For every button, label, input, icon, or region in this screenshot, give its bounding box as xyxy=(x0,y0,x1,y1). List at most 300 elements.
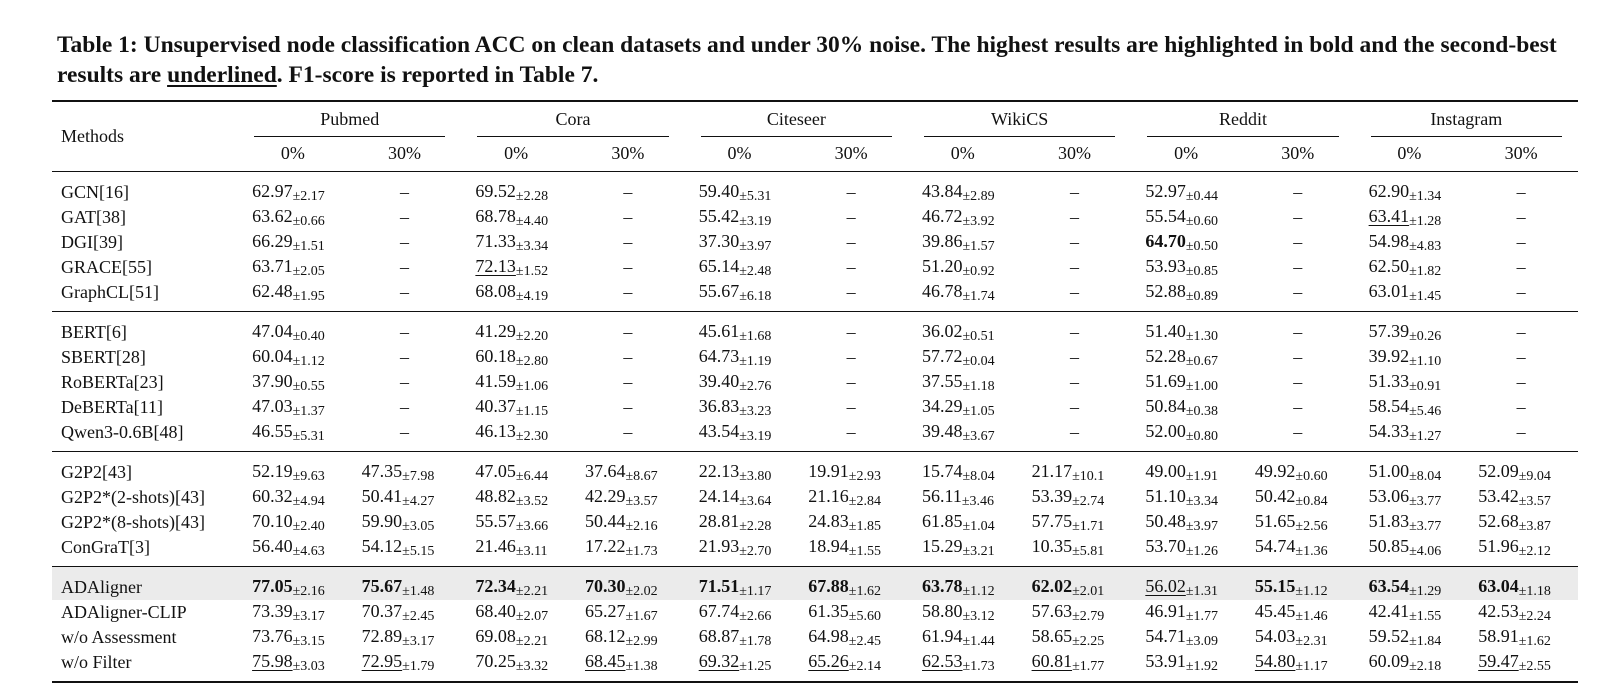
noise-level-header: 30% xyxy=(1281,143,1315,163)
mean-value: 69.32 xyxy=(698,651,740,671)
mean-value: 53.93 xyxy=(1145,256,1186,276)
mean-value: 51.33 xyxy=(1368,371,1410,391)
table-caption xyxy=(57,30,1577,90)
std-value: ±0.40 xyxy=(292,329,325,344)
empty-cell: – xyxy=(623,372,633,392)
mean-value: 68.40 xyxy=(475,601,516,621)
mean-value: 52.88 xyxy=(1145,281,1186,301)
result-cell xyxy=(685,650,795,682)
empty-cell: – xyxy=(1241,172,1355,206)
empty-cell: – xyxy=(1516,422,1526,442)
method-name: ConGraT[3] xyxy=(61,537,150,557)
table-row xyxy=(52,172,1578,206)
result-cell xyxy=(1131,255,1241,280)
mean-value: 46.91 xyxy=(1145,601,1186,621)
result-cell xyxy=(1355,280,1465,312)
empty-cell: – xyxy=(1069,207,1079,227)
mean-value: 68.12 xyxy=(584,626,626,646)
mean-value: 21.17 xyxy=(1031,461,1073,481)
mean-value: 53.42 xyxy=(1478,486,1519,506)
mean-value: 56.11 xyxy=(922,486,962,506)
result-cell xyxy=(685,510,795,535)
std-value: ±0.60 xyxy=(1295,469,1328,484)
empty-cell: – xyxy=(623,257,633,277)
mean-value: 58.80 xyxy=(922,601,963,621)
table-row xyxy=(52,230,1578,255)
result-cell xyxy=(238,345,348,370)
std-value: ±5.60 xyxy=(848,609,881,624)
std-value: ±3.80 xyxy=(739,469,772,484)
mean-value: 52.00 xyxy=(1145,421,1186,441)
std-value: ±0.67 xyxy=(1185,354,1218,369)
result-cell xyxy=(1018,485,1132,510)
std-value: ±0.84 xyxy=(1295,494,1328,509)
mean-value: 68.87 xyxy=(698,626,740,646)
results-table xyxy=(52,100,1578,683)
mean-value: 18.94 xyxy=(808,536,849,556)
std-value: ±4.63 xyxy=(292,544,325,559)
result-cell xyxy=(571,452,685,486)
mean-value: 52.28 xyxy=(1145,346,1186,366)
result-cell xyxy=(1131,370,1241,395)
mean-value: 61.85 xyxy=(922,511,963,531)
mean-value: 49.92 xyxy=(1254,461,1296,481)
result-cell xyxy=(908,345,1018,370)
result-cell xyxy=(1131,172,1241,206)
empty-cell: – xyxy=(348,172,462,206)
mean-value: 63.01 xyxy=(1368,281,1410,301)
result-cell xyxy=(794,535,908,567)
empty-cell: – xyxy=(623,232,633,252)
std-value: ±3.09 xyxy=(1185,634,1218,649)
method-name: Qwen3-0.6B[48] xyxy=(61,422,184,442)
method-name: GAT[38] xyxy=(61,207,126,227)
mean-value: 59.90 xyxy=(361,511,403,531)
dataset-header-label: Reddit xyxy=(1218,108,1267,129)
result-cell xyxy=(238,485,348,510)
dataset-header-label: WikiCS xyxy=(991,108,1049,129)
std-value: ±1.95 xyxy=(292,289,325,304)
result-cell xyxy=(238,625,348,650)
mean-value: 51.40 xyxy=(1145,321,1186,341)
std-value: ±9.63 xyxy=(292,469,325,484)
std-value: ±1.74 xyxy=(962,289,995,304)
std-value: ±1.62 xyxy=(1518,634,1551,649)
result-cell xyxy=(908,600,1018,625)
result-cell xyxy=(794,567,908,601)
table-row xyxy=(52,510,1578,535)
noise-level-header: 0% xyxy=(1397,143,1422,163)
mean-value: 47.04 xyxy=(252,321,293,341)
mean-value: 75.98 xyxy=(252,651,293,671)
mean-value: 42.41 xyxy=(1368,601,1410,621)
result-cell xyxy=(1018,535,1132,567)
table-row xyxy=(52,280,1578,312)
method-name: w/o Filter xyxy=(52,650,238,682)
mean-value: 60.18 xyxy=(475,346,516,366)
table-row xyxy=(52,255,1578,280)
mean-value: 45.61 xyxy=(698,321,740,341)
result-cell xyxy=(1018,625,1132,650)
result-cell xyxy=(1131,452,1241,486)
std-value: ±3.21 xyxy=(962,544,995,559)
mean-value: 45.45 xyxy=(1254,601,1296,621)
result-cell xyxy=(685,600,795,625)
mean-value: 71.33 xyxy=(475,231,516,251)
result-cell xyxy=(461,567,571,601)
mean-value: 67.74 xyxy=(698,601,740,621)
result-cell xyxy=(908,370,1018,395)
result-cell xyxy=(461,255,571,280)
mean-value: 55.42 xyxy=(698,206,740,226)
result-cell xyxy=(1131,230,1241,255)
empty-cell: – xyxy=(1293,282,1303,302)
mean-value: 62.50 xyxy=(1368,256,1410,276)
result-cell xyxy=(571,650,685,682)
mean-value: 67.88 xyxy=(808,576,849,596)
result-cell xyxy=(1131,280,1241,312)
std-value: ±3.05 xyxy=(402,519,435,534)
result-cell xyxy=(685,370,795,395)
std-value: ±2.93 xyxy=(848,469,881,484)
mean-value: 39.92 xyxy=(1368,346,1410,366)
mean-value: 60.09 xyxy=(1368,651,1410,671)
empty-cell: – xyxy=(1516,257,1526,277)
empty-cell: – xyxy=(846,347,856,367)
std-value: ±1.28 xyxy=(1409,214,1442,229)
result-cell xyxy=(1131,345,1241,370)
std-value: ±3.57 xyxy=(1518,494,1551,509)
result-cell xyxy=(1355,172,1465,206)
result-cell xyxy=(794,650,908,682)
mean-value: 71.51 xyxy=(698,576,740,596)
std-value: ±3.32 xyxy=(515,659,549,674)
std-value: ±3.11 xyxy=(515,544,548,559)
mean-value: 55.57 xyxy=(475,511,516,531)
result-cell xyxy=(461,230,571,255)
std-value: ±1.19 xyxy=(739,354,772,369)
std-value: ±3.77 xyxy=(1409,519,1442,534)
result-cell xyxy=(1355,535,1465,567)
std-value: ±4.19 xyxy=(515,289,549,304)
result-cell xyxy=(1355,485,1465,510)
mean-value: 53.06 xyxy=(1368,486,1410,506)
std-value: ±1.05 xyxy=(962,404,995,419)
result-cell xyxy=(908,205,1018,230)
table-row xyxy=(52,535,1578,567)
empty-cell: – xyxy=(1516,282,1526,302)
mean-value: 41.59 xyxy=(475,371,516,391)
std-value: ±3.34 xyxy=(515,239,549,254)
empty-cell: – xyxy=(400,207,410,227)
std-value: ±2.74 xyxy=(1072,494,1105,509)
mean-value: 46.78 xyxy=(922,281,963,301)
std-value: ±3.34 xyxy=(1185,494,1218,509)
mean-value: 60.81 xyxy=(1031,651,1073,671)
mean-value: 72.89 xyxy=(361,626,403,646)
mean-value: 43.54 xyxy=(698,421,740,441)
mean-value: 54.33 xyxy=(1368,421,1410,441)
table-row xyxy=(52,567,1578,601)
mean-value: 53.39 xyxy=(1031,486,1073,506)
empty-cell: – xyxy=(1018,172,1132,206)
result-cell xyxy=(1018,452,1132,486)
std-value: ±1.79 xyxy=(402,659,435,674)
result-cell xyxy=(685,280,795,312)
result-cell xyxy=(238,535,348,567)
result-cell xyxy=(685,452,795,486)
result-cell xyxy=(461,345,571,370)
std-value: ±1.51 xyxy=(292,239,325,254)
result-cell xyxy=(794,625,908,650)
empty-cell: – xyxy=(846,397,856,417)
dataset-header-label: Instagram xyxy=(1430,108,1503,129)
noise-level-header: 30% xyxy=(1504,143,1538,163)
result-cell xyxy=(1464,485,1578,510)
result-cell xyxy=(571,485,685,510)
table-row xyxy=(52,420,1578,452)
std-value: ±1.91 xyxy=(1185,469,1218,484)
result-cell xyxy=(908,650,1018,682)
mean-value: 72.95 xyxy=(361,651,403,671)
mean-value: 52.97 xyxy=(1145,181,1186,201)
mean-value: 54.74 xyxy=(1254,536,1296,556)
std-value: ±0.26 xyxy=(1409,329,1442,344)
std-value: ±0.66 xyxy=(292,214,325,229)
mean-value: 62.53 xyxy=(922,651,963,671)
std-value: ±0.55 xyxy=(292,379,325,394)
result-cell xyxy=(1131,485,1241,510)
empty-cell: – xyxy=(1464,312,1578,346)
result-cell xyxy=(571,600,685,625)
result-cell xyxy=(348,452,462,486)
empty-cell: – xyxy=(348,312,462,346)
std-value: ±1.85 xyxy=(848,519,881,534)
std-value: ±1.78 xyxy=(739,634,772,649)
std-value: ±2.79 xyxy=(1072,609,1105,624)
std-value: ±1.27 xyxy=(1409,429,1442,444)
result-cell xyxy=(1131,625,1241,650)
result-cell xyxy=(1464,452,1578,486)
empty-cell: – xyxy=(400,397,410,417)
empty-cell: – xyxy=(1018,312,1132,346)
mean-value: 70.25 xyxy=(475,651,516,671)
result-cell xyxy=(1355,510,1465,535)
empty-cell: – xyxy=(1069,257,1079,277)
mean-value: 58.54 xyxy=(1368,396,1410,416)
empty-cell: – xyxy=(1069,282,1079,302)
result-cell xyxy=(1241,510,1355,535)
empty-cell: – xyxy=(1069,372,1079,392)
result-cell xyxy=(348,625,462,650)
mean-value: 47.05 xyxy=(475,461,516,481)
mean-value: 59.47 xyxy=(1478,651,1519,671)
result-cell xyxy=(1241,452,1355,486)
std-value: ±2.48 xyxy=(739,264,772,279)
mean-value: 51.65 xyxy=(1254,511,1296,531)
result-cell xyxy=(1355,600,1465,625)
mean-value: 50.84 xyxy=(1145,396,1186,416)
table-row xyxy=(52,625,1578,650)
empty-cell: – xyxy=(1516,207,1526,227)
mean-value: 55.54 xyxy=(1145,206,1186,226)
result-cell xyxy=(685,312,795,346)
mean-value: 55.15 xyxy=(1254,576,1296,596)
std-value: ±2.28 xyxy=(739,519,772,534)
mean-value: 54.71 xyxy=(1145,626,1186,646)
result-cell xyxy=(1241,535,1355,567)
mean-value: 46.13 xyxy=(475,421,516,441)
mean-value: 41.29 xyxy=(475,321,516,341)
mean-value: 54.98 xyxy=(1368,231,1410,251)
result-cell xyxy=(908,280,1018,312)
result-cell xyxy=(1241,567,1355,601)
empty-cell: – xyxy=(623,347,633,367)
std-value: ±3.77 xyxy=(1409,494,1442,509)
table-row xyxy=(52,600,1578,625)
mean-value: 62.02 xyxy=(1031,576,1073,596)
result-cell xyxy=(238,452,348,486)
table-row xyxy=(52,370,1578,395)
result-cell xyxy=(908,420,1018,452)
result-cell xyxy=(461,280,571,312)
mean-value: 40.37 xyxy=(475,396,516,416)
result-cell xyxy=(348,567,462,601)
std-value: ±1.46 xyxy=(1295,609,1328,624)
std-value: ±3.17 xyxy=(292,609,325,624)
noise-level-header: 30% xyxy=(834,143,868,163)
mean-value: 53.70 xyxy=(1145,536,1186,556)
mean-value: 48.82 xyxy=(475,486,516,506)
result-cell xyxy=(1018,650,1132,682)
std-value: ±0.04 xyxy=(962,354,995,369)
empty-cell: – xyxy=(794,172,908,206)
std-value: ±3.92 xyxy=(962,214,995,229)
std-value: ±0.51 xyxy=(962,329,995,344)
std-value: ±1.04 xyxy=(962,519,995,534)
result-cell xyxy=(348,650,462,682)
mean-value: 24.14 xyxy=(698,486,740,506)
mean-value: 51.10 xyxy=(1145,486,1186,506)
result-cell xyxy=(1464,510,1578,535)
mean-value: 64.98 xyxy=(808,626,849,646)
mean-value: 56.40 xyxy=(252,536,293,556)
std-value: ±2.21 xyxy=(515,584,549,599)
std-value: ±1.26 xyxy=(1185,544,1218,559)
std-value: ±1.38 xyxy=(625,659,658,674)
mean-value: 66.29 xyxy=(252,231,293,251)
std-value: ±8.67 xyxy=(625,469,658,484)
mean-value: 57.39 xyxy=(1368,321,1410,341)
result-cell xyxy=(1355,395,1465,420)
result-cell xyxy=(238,510,348,535)
method-name: w/o Assessment xyxy=(61,627,177,647)
std-value: ±3.52 xyxy=(515,494,549,509)
std-value: ±3.19 xyxy=(739,429,772,444)
empty-cell: – xyxy=(623,207,633,227)
std-value: ±1.67 xyxy=(625,609,658,624)
mean-value: 21.93 xyxy=(698,536,740,556)
empty-cell: – xyxy=(400,347,410,367)
empty-cell: – xyxy=(1516,347,1526,367)
caption-text-1: Table 1: Unsupervised node classification ACC on clean datasets and under 30% noise. The highest results are highlighted in bold and the second-best results are xyxy=(57,32,1557,88)
mean-value: 59.52 xyxy=(1368,626,1410,646)
mean-value: 39.86 xyxy=(922,231,963,251)
result-cell xyxy=(1131,650,1241,682)
std-value: ±1.77 xyxy=(1185,609,1218,624)
result-cell xyxy=(685,420,795,452)
result-cell xyxy=(461,312,571,346)
noise-level-header: 0% xyxy=(950,143,975,163)
std-value: ±3.57 xyxy=(625,494,658,509)
result-cell xyxy=(1464,650,1578,682)
std-value: ±5.81 xyxy=(1072,544,1105,559)
result-cell xyxy=(908,230,1018,255)
mean-value: 52.19 xyxy=(252,461,293,481)
mean-value: 58.91 xyxy=(1478,626,1519,646)
result-cell xyxy=(1355,230,1465,255)
std-value: ±0.44 xyxy=(1185,189,1218,204)
std-value: ±3.97 xyxy=(739,239,772,254)
caption-text-2: . F1-score is reported in Table 7. xyxy=(276,62,599,88)
std-value: ±1.29 xyxy=(1409,584,1442,599)
std-value: ±5.46 xyxy=(1409,404,1442,419)
std-value: ±1.84 xyxy=(1409,634,1442,649)
mean-value: 46.55 xyxy=(252,421,293,441)
result-cell xyxy=(461,600,571,625)
mean-value: 15.29 xyxy=(922,536,963,556)
result-cell xyxy=(238,370,348,395)
empty-cell: – xyxy=(400,232,410,252)
std-value: ±1.37 xyxy=(292,404,325,419)
result-cell xyxy=(1131,205,1241,230)
std-value: ±2.20 xyxy=(515,329,549,344)
std-value: ±4.83 xyxy=(1409,239,1442,254)
mean-value: 47.03 xyxy=(252,396,293,416)
result-cell xyxy=(908,312,1018,346)
mean-value: 62.90 xyxy=(1368,181,1410,201)
mean-value: 19.91 xyxy=(808,461,849,481)
std-value: ±2.99 xyxy=(625,634,658,649)
result-cell xyxy=(685,625,795,650)
result-cell xyxy=(238,600,348,625)
empty-cell: – xyxy=(846,207,856,227)
mean-value: 63.71 xyxy=(252,256,293,276)
result-cell xyxy=(238,567,348,601)
std-value: ±3.12 xyxy=(962,609,995,624)
mean-value: 72.13 xyxy=(475,256,516,276)
std-value: ±6.18 xyxy=(739,289,772,304)
result-cell xyxy=(461,650,571,682)
mean-value: 39.48 xyxy=(922,421,963,441)
result-cell xyxy=(1241,485,1355,510)
std-value: ±2.45 xyxy=(848,634,881,649)
result-cell xyxy=(461,205,571,230)
empty-cell: – xyxy=(571,312,685,346)
result-cell xyxy=(571,535,685,567)
mean-value: 60.32 xyxy=(252,486,293,506)
empty-cell: – xyxy=(1293,397,1303,417)
std-value: ±1.48 xyxy=(402,584,435,599)
std-value: ±2.02 xyxy=(625,584,658,599)
mean-value: 15.74 xyxy=(922,461,963,481)
std-value: ±1.55 xyxy=(848,544,881,559)
noise-level-header: 0% xyxy=(504,143,529,163)
method-name: GRACE[55] xyxy=(61,257,152,277)
std-value: ±1.18 xyxy=(962,379,995,394)
mean-value: 21.16 xyxy=(808,486,849,506)
empty-cell: – xyxy=(1516,372,1526,392)
